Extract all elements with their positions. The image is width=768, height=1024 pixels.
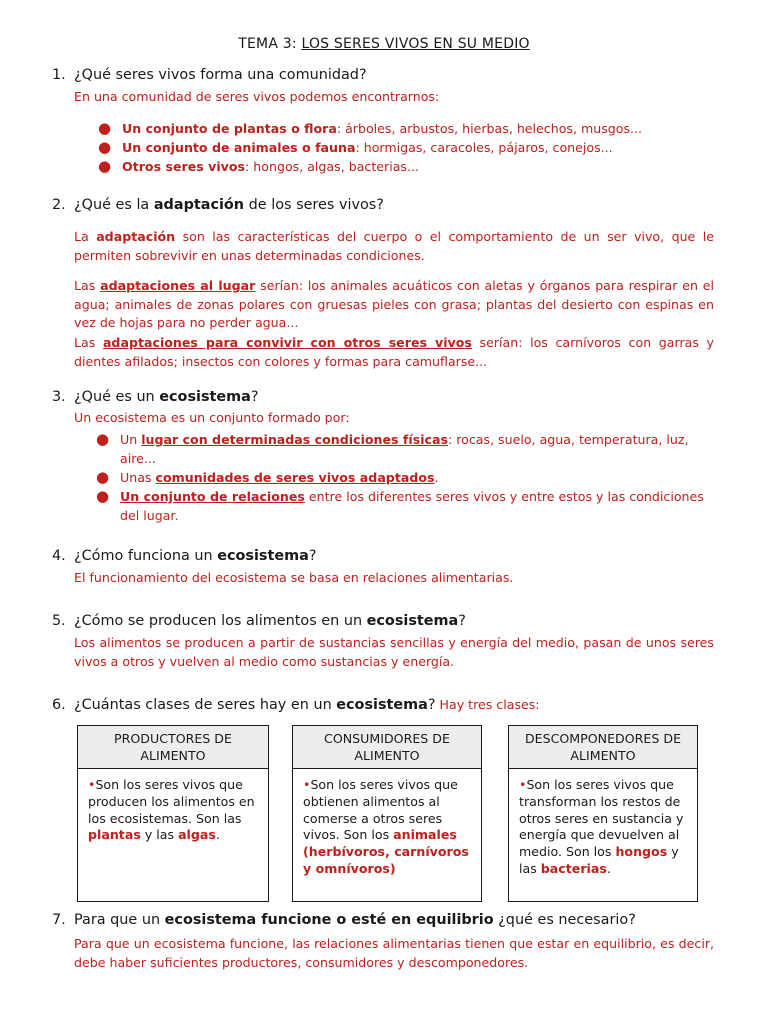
question-1 (52, 67, 367, 83)
box-keyword: animales (393, 827, 457, 843)
item-text: : rocas, suelo, agua, temperatura, luz, aire... (120, 432, 689, 466)
box-header: PRODUCTORES DE ALIMENTO (78, 726, 268, 769)
item-text: Unas (120, 470, 156, 485)
list-item (74, 468, 714, 487)
list-item (74, 430, 714, 468)
question-keyword: ecosistema (217, 548, 309, 564)
question-number: 3. (52, 389, 66, 405)
item-bold: Otros seres vivos (122, 159, 246, 174)
bullet-icon: • (88, 777, 96, 792)
bullet-icon: ● (96, 487, 110, 505)
page-title (0, 36, 768, 52)
bullet-icon: ● (98, 138, 112, 156)
box-body (78, 769, 268, 901)
producers-box (77, 725, 269, 902)
title-main: LOS SERES VIVOS EN SU MEDIO (301, 36, 530, 52)
list-item (74, 119, 724, 138)
question-6 (52, 697, 540, 713)
adaptation-place (74, 277, 714, 333)
box-text: Son los seres vivos que producen los alimentos en los ecosistemas. Son las (88, 777, 255, 826)
question-keyword: ecosistema funcione o esté en equilibrio (164, 912, 494, 928)
box-keyword: plantas (88, 827, 141, 843)
question-3 (52, 389, 259, 405)
item-bold: comunidades de seres vivos adaptados (155, 470, 435, 485)
question-extra: Hay tres clases: (435, 697, 540, 712)
keyword: adaptación (96, 229, 176, 244)
answer-3: Un ecosistema es un conjunto formado por: (74, 410, 350, 425)
answer-1: En una comunidad de seres vivos podemos encontrarnos: (74, 89, 440, 104)
question-number: 2. (52, 197, 66, 213)
answer-5: Los alimentos se producen a partir de sustancias sencillas y energía del medio, pasan de unos seres vivos a otros y vuelven al medio como sustancias y energía. (74, 635, 714, 669)
list-item (74, 487, 714, 525)
text: serían: los animales acuáticos con aletas y órganos para respirar en el agua; animales de zonas polares con gruesas pieles con grasa; plantas del desierto con espinas en vez de hojas para no perder agua... (74, 278, 714, 330)
question-text-end: ? (250, 389, 259, 405)
box-keyword: algas (178, 827, 216, 843)
box-keyword: hongos (615, 844, 668, 860)
question-keyword: ecosistema (159, 389, 251, 405)
item-text: Un (120, 432, 142, 447)
consumers-box (292, 725, 482, 902)
question-text: ¿Qué es la (74, 197, 154, 213)
text: Las (74, 278, 101, 293)
box-text: y las (140, 827, 179, 843)
box-keyword: bacterias (540, 860, 607, 876)
item-bold: lugar con determinadas condiciones físicas (141, 432, 448, 447)
box-text: . (606, 860, 611, 876)
bullet-icon: ● (98, 157, 112, 175)
question-text: Para que un (74, 912, 165, 928)
bullet-icon: ● (96, 430, 110, 448)
list-item (74, 157, 724, 176)
question-text-end: ? (458, 613, 466, 629)
adaptation-definition (74, 228, 714, 265)
list-item (74, 138, 724, 157)
text: serían: los carnívoros con garras y dientes afilados; insectos con colores y formas para camuflarse... (74, 335, 714, 369)
question-7 (52, 912, 636, 928)
question-4 (52, 548, 316, 564)
question-number: 7. (52, 912, 66, 928)
community-list (74, 119, 724, 176)
question-number: 6. (52, 697, 66, 713)
question-2 (52, 197, 384, 213)
title-prefix: TEMA 3: (238, 36, 302, 52)
adaptation-coexist (74, 334, 714, 371)
box-text: Son los seres vivos que obtienen alimentos al comerse a otros seres vivos. Son los (303, 777, 458, 843)
ecosystem-list (74, 430, 714, 525)
bullet-icon: ● (96, 468, 110, 486)
question-text: ¿Cómo se producen los alimentos en un (74, 613, 367, 629)
question-text: ¿Cuántas clases de seres hay en un (74, 697, 337, 713)
question-text-end: de los seres vivos? (244, 197, 384, 213)
question-text: ¿Qué es un (74, 389, 160, 405)
question-keyword: ecosistema (366, 613, 459, 629)
question-text-end: ? (308, 548, 317, 564)
question-text-end: ? (427, 697, 436, 713)
question-keyword: ecosistema (336, 697, 428, 713)
text: son las características del cuerpo o el comportamiento de un ser vivo, que le permiten sobrevivir en unas determinadas condiciones. (74, 229, 714, 263)
box-body (509, 769, 697, 901)
box-text: y las (519, 844, 679, 876)
text: La (74, 229, 97, 244)
question-number: 1. (52, 67, 66, 83)
box-text: Son los seres vivos que transforman los restos de otros seres en sustancia y energía que devuelven al medio. Son los (519, 777, 684, 860)
question-5 (52, 613, 466, 629)
box-body (293, 769, 481, 901)
answer-4: El funcionamiento del ecosistema se basa en relaciones alimentarias. (74, 570, 514, 585)
bullet-icon: • (303, 777, 311, 792)
question-text: ¿Qué seres vivos forma una comunidad? (74, 67, 367, 83)
box-header: DESCOMPONEDORES DE ALIMENTO (509, 726, 697, 769)
box-header: CONSUMIDORES DE ALIMENTO (293, 726, 481, 769)
item-text: : árboles, arbustos, hierbas, helechos, musgos... (336, 121, 643, 136)
bullet-icon: ● (98, 119, 112, 137)
question-text: ¿Cómo funciona un (74, 548, 218, 564)
answer-7: Para que un ecosistema funcione, las relaciones alimentarias tienen que estar en equilibrio, es decir, debe haber suficientes productores, consumidores y descomponedores. (74, 936, 714, 970)
bullet-icon: • (519, 777, 527, 792)
question-number: 5. (52, 613, 66, 629)
item-bold: Un conjunto de animales o fauna (122, 140, 356, 155)
question-text-end: ¿qué es necesario? (493, 912, 636, 928)
item-text: entre los diferentes seres vivos y entre estos y las condiciones del lugar. (120, 489, 704, 523)
item-text: : hongos, algas, bacterias... (245, 159, 419, 174)
item-bold: Un conjunto de plantas o flora (122, 121, 337, 136)
box-keyword: (herbívoros, carnívoros y omnívoros) (303, 844, 469, 876)
box-text: . (215, 827, 220, 843)
question-keyword: adaptación (153, 197, 245, 213)
text: Las (74, 335, 103, 350)
item-text: . (434, 470, 439, 485)
keyword: adaptaciones para convivir con otros seres vivos (102, 335, 472, 350)
decomposers-box (508, 725, 698, 902)
question-number: 4. (52, 548, 66, 564)
item-text: : hormigas, caracoles, pájaros, conejos... (355, 140, 613, 155)
item-bold: Un conjunto de relaciones (120, 489, 305, 504)
keyword: adaptaciones al lugar (100, 278, 256, 293)
